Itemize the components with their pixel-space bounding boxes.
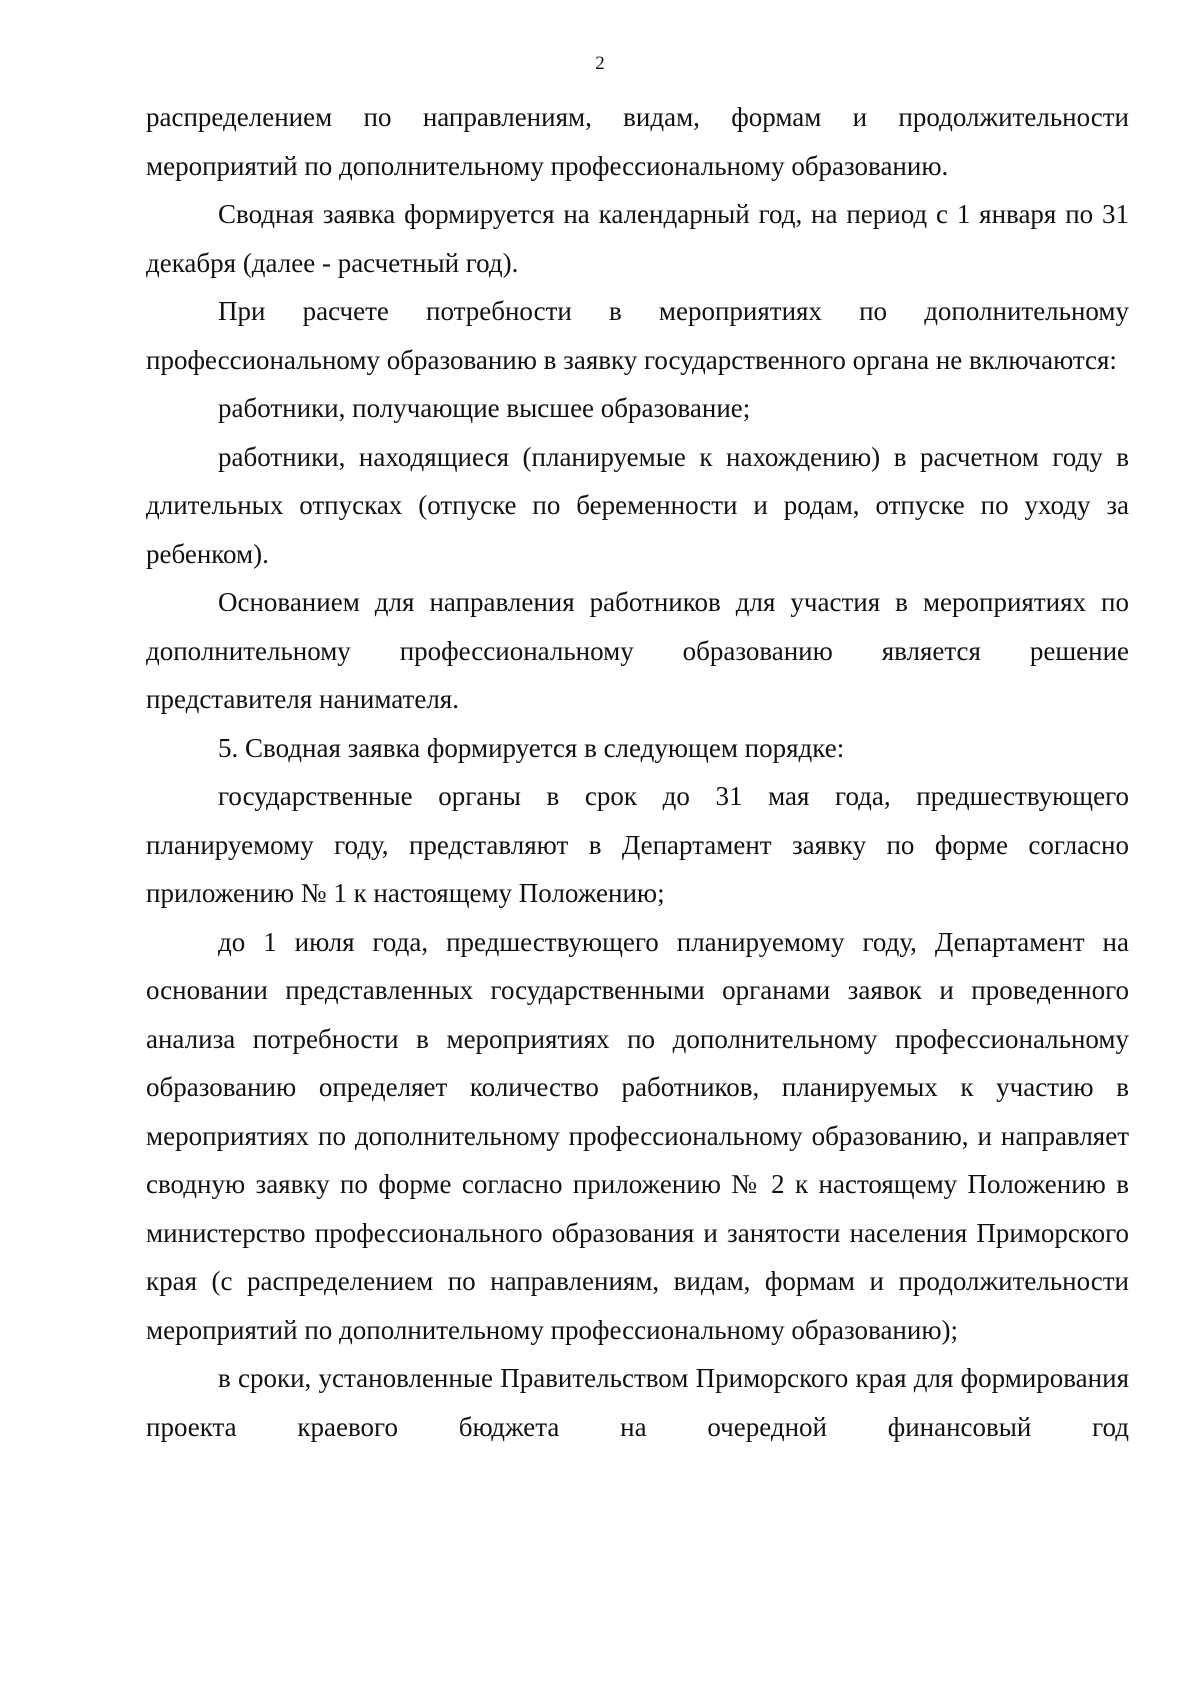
paragraph-state-bodies-deadline: государственные органы в срок до 31 мая года, предшествующего планируемому году, представляют в Департамент заявку по форме согласно приложению № 1 к настоящему Положению;	[146, 781, 1129, 908]
document-body	[146, 93, 1129, 1451]
paragraph-exclusion-long-leave: работники, находящиеся (планируемые к нахождению) в расчетном году в длительных отпусках (отпуске по беременности и родам, отпуске по уходу за ребенком).	[146, 441, 1129, 569]
paragraph-exclusions-intro: При расчете потребности в мероприятиях по дополнительному профессиональному образованию в заявку государственного органа не включаются:	[146, 296, 1129, 375]
paragraph-exclusion-higher-education: работники, получающие высшее образование;	[218, 393, 751, 423]
paragraph-continuation: распределением по направлениям, видам, формам и продолжительности мероприятий по дополнительному профессиональному образованию.	[146, 102, 1129, 181]
paragraph-department-deadline: до 1 июля года, предшествующего планируемому году, Департамент на основании представленных государственными органами заявок и проведенного анализа потребности в мероприятиях по дополнительному профессиональному образованию определяет количество работников, планируемых к участию в мероприятиях по дополнительному профессиональному образованию, и направляет сводную заявку по форме согласно приложению № 2 к настоящему Положению в министерство профессионального образования и занятости населения Приморского края (с распределением по направлениям, видам, формам и продолжительности мероприятий по дополнительному профессиональному образованию);	[146, 926, 1129, 1345]
paragraph-budget-deadline: в сроки, установленные Правительством Приморского края для формирования проекта краевого бюджета на очередной финансовый год	[146, 1363, 1129, 1442]
paragraph-section-5-heading: 5. Сводная заявка формируется в следующем порядке:	[218, 732, 845, 763]
paragraph-basis-for-referral: Основанием для направления работников для участия в мероприятиях по дополнительному профессиональному образованию является решение представителя нанимателя.	[146, 587, 1129, 714]
paragraph-calendar-year: Сводная заявка формируется на календарный год, на период с 1 января по 31 декабря (далее - расчетный год).	[146, 199, 1129, 278]
page-number: 2	[595, 53, 605, 74]
